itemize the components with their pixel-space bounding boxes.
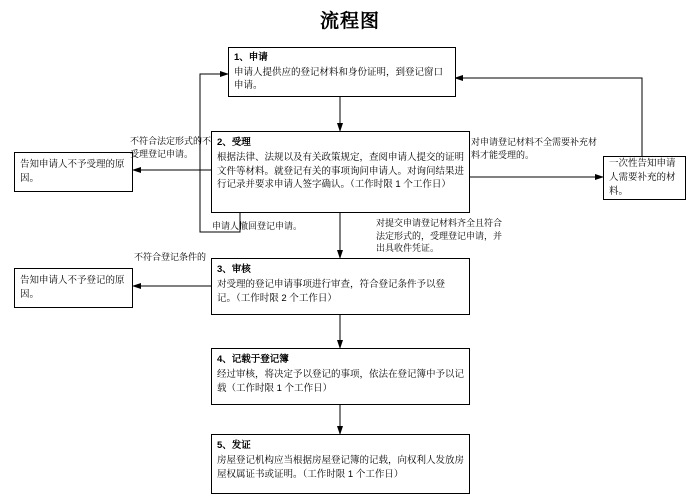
edge-label-accept-ok: 对提交申请登记材料齐全且符合法定形式的，受理登记申请，并出具收件凭证。: [376, 218, 503, 254]
node-record: [211, 348, 470, 405]
node-review-body: 对受理的登记申请事项进行审查，符合登记条件予以登记。（工作时限 2 个工作日）: [217, 278, 446, 304]
edge-label-withdraw-application: 申请人撤回登记申请。: [212, 221, 303, 231]
node-reject-registration: [14, 268, 133, 308]
node-apply-body: 申请人提供应的登记材料和身份证明，到登记窗口申请。: [234, 66, 444, 92]
node-reject-acceptance: [14, 152, 133, 192]
node-apply-heading: 1、申请: [234, 51, 268, 63]
node-supplement-materials-body: 一次性告知申请人需要补充的材料。: [609, 158, 676, 197]
node-accept: [211, 131, 470, 213]
node-review: [211, 258, 470, 315]
node-accept-heading: 2、受理: [217, 137, 251, 148]
edge-label-not-legal-form: 不符合法定形式的不受理登记申请。: [130, 136, 212, 159]
node-apply: [228, 47, 456, 97]
node-accept-body: 根据法律、法规以及有关政策规定，查阅申请人提交的证明文件等材料。就登记有关的事项询问申请人。对询问结果进行记录并要求申请人签字确认。（工作时限 1 个工作日）: [217, 151, 465, 191]
node-review-heading: 3、审核: [217, 264, 251, 275]
node-record-heading: 4、记载于登记簿: [217, 354, 289, 365]
node-supplement-materials: [603, 156, 686, 200]
node-record-body: 经过审核，将决定予以登记的事项，依法在登记簿中予以记载（工作时限 1 个工作日）: [217, 368, 465, 394]
node-issue-body: 房屋登记机构应当根据房屋登记簿的记载，向权利人发放房屋权属证书或证明。（工作时限 1 个工作日）: [217, 454, 465, 480]
edge-label-not-meet-conditions: 不符合登记条件的: [134, 252, 207, 262]
page-title: 流程图: [319, 11, 380, 32]
node-issue: [211, 434, 470, 494]
node-reject-registration-body: 告知申请人不予登记的原因。: [20, 275, 125, 300]
node-reject-acceptance-body: 告知申请人不予受理的原因。: [20, 159, 125, 184]
node-issue-heading: 5、发证: [217, 440, 251, 451]
edge-label-incomplete-materials: 对申请登记材料不全需要补充材料才能受理的。: [471, 137, 598, 160]
